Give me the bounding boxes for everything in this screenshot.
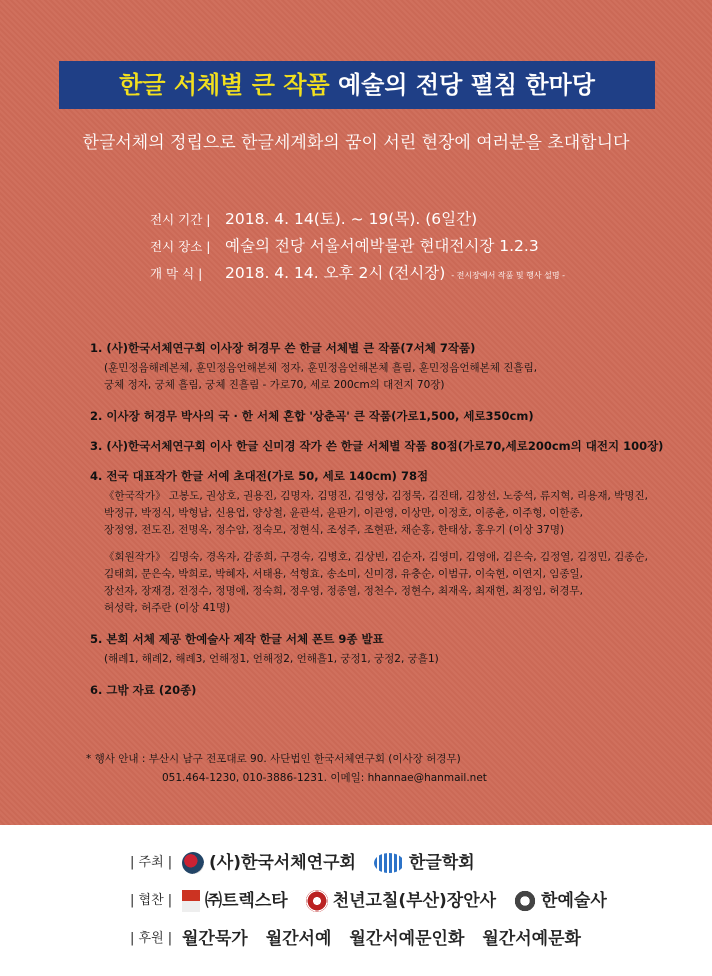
- program-item: [90, 340, 690, 394]
- contact-info: [86, 750, 487, 788]
- program-item-heading: 4. 전국 대표작가 한글 서예 초대전(가로 50, 세로 140cm) 78점: [90, 469, 429, 483]
- sponsor-row: [130, 923, 599, 955]
- sponsor-name: 월간서예문인화: [349, 929, 465, 949]
- program-item-line: (훈민정음해례본체, 훈민정음언해본체 정자, 훈민정음언해본체 흘림, 훈민정음언해본체 진흘림,: [104, 362, 538, 374]
- program-item-heading: 2. 이사장 허경무 박사의 국 · 한 서체 혼합 '상춘곡' 큰 작품(가로1,500, 세로350cm): [90, 409, 534, 423]
- title-banner: [59, 61, 655, 109]
- sponsor-entity: [374, 847, 475, 879]
- sponsor-name: 월간묵가: [182, 929, 248, 949]
- program-item-line: 《회원작가》 김명숙, 경옥자, 감종희, 구경숙, 김병호, 김상빈, 김순자, 김영미, 김영애, 김은숙, 김정열, 김정민, 김종순,: [104, 551, 648, 563]
- sponsor-logo-icon: [374, 853, 404, 873]
- program-item-heading: 6. 그밖 자료 (20종): [90, 683, 197, 697]
- sponsor-entity: [482, 923, 581, 955]
- program-item-line: (해례1, 해례2, 해례3, 언해정1, 언해정2, 언해흘1, 궁정1, 궁정2, 궁흘1): [104, 653, 439, 665]
- program-item-heading: 5. 본회 서체 제공 한예술사 제작 한글 서체 폰트 9종 발표: [90, 632, 384, 646]
- sponsor-name: 한예술사: [541, 891, 607, 911]
- program-item-line: 장정영, 전도진, 전명옥, 정수암, 정숙모, 정현식, 조성주, 조현판, 채순홍, 한태상, 홍우기 (이상 37명): [104, 524, 565, 536]
- program-list: [90, 340, 690, 712]
- info-note: - 전시장에서 작품 및 행사 설명 -: [451, 271, 566, 280]
- contact-phone-email: 051.464-1230, 010-3886-1231. 이메일: hhannae@hanmail.net: [162, 772, 487, 784]
- info-value: 2018. 4. 14(토). ~ 19(목). (6일간): [225, 210, 478, 228]
- info-value: 2018. 4. 14. 오후 2시 (전시장): [225, 264, 446, 282]
- sponsor-row: [130, 847, 493, 879]
- contact-address: * 행사 안내 : 부산시 남구 전포대로 90. 사단법인 한국서체연구회 (이사장 허경무): [86, 753, 461, 765]
- title-main: 예술의 전당 펼침 한마당: [338, 71, 595, 99]
- program-item: [90, 631, 690, 668]
- program-item-line: 《한국작가》 고봉도, 권상호, 권용진, 김명자, 김명진, 김영상, 김정묵, 김진태, 김창선, 노중석, 류지혁, 리용재, 박명진,: [104, 490, 648, 502]
- program-item-line: 박정규, 박정식, 박형남, 신용업, 양상철, 윤관석, 윤판기, 이관영, 이상만, 이정호, 이종춘, 이주형, 이한종,: [104, 507, 584, 519]
- sponsor-logo-icon: [514, 890, 536, 912]
- event-info: [150, 206, 565, 287]
- info-value: 예술의 전당 서울서예박물관 현대전시장 1.2.3: [225, 237, 539, 255]
- sponsor-entity: [182, 923, 248, 955]
- info-row: [150, 260, 565, 287]
- sponsor-footer: [0, 825, 712, 976]
- sponsor-entity: [266, 923, 332, 955]
- sponsor-name: (사)한국서체연구회: [209, 853, 356, 873]
- spacer: [90, 539, 690, 549]
- info-row: [150, 206, 565, 233]
- sponsor-name: 천년고칠(부산)장안사: [332, 891, 497, 911]
- program-item: [90, 408, 690, 424]
- sponsor-name: 한글학회: [408, 853, 475, 873]
- title-highlight: 한글 서체별 큰 작품: [119, 71, 330, 99]
- program-item-line: 궁체 정자, 궁체 흘림, 궁체 진흘림 - 가로70, 세로 200cm의 대전지 70장): [104, 379, 445, 391]
- program-item: [90, 682, 690, 698]
- sponsor-entity: [514, 885, 607, 917]
- program-item-heading: 3. (사)한국서체연구회 이사 한글 신미경 작가 쓴 한글 서체별 작품 80점(가로70,세로200cm의 대전지 100장): [90, 439, 664, 453]
- program-item-line: 허성락, 허주란 (이상 41명): [104, 602, 231, 614]
- subtitle: 한글서체의 정립으로 한글세계화의 꿈이 서린 현장에 여러분을 초대합니다: [82, 133, 630, 153]
- sponsor-role-label: | 협찬 |: [130, 893, 173, 908]
- sponsor-role-label: | 주최 |: [130, 855, 173, 870]
- program-item: [90, 468, 690, 617]
- program-item-heading: 1. (사)한국서체연구회 이사장 허경무 쓴 한글 서체별 큰 작품(7서체 7작품): [90, 341, 476, 355]
- info-label: 전시 기간 |: [150, 212, 211, 227]
- sponsor-name: 월간서예: [265, 929, 332, 949]
- program-item-line: 장선자, 장재경, 전정수, 정명애, 정숙희, 정우영, 정종열, 정천수, 정현수, 최재옥, 최재현, 최정임, 허경무,: [104, 585, 584, 597]
- sponsor-entity: [182, 885, 288, 917]
- program-item-line: 김태희, 문은숙, 박희로, 박혜자, 서태용, 석형효, 송소미, 신미경, 유충순, 이범규, 이숙현, 이연지, 임종일,: [104, 568, 584, 580]
- sponsor-logo-icon: [182, 890, 200, 912]
- sponsor-logo-icon: [182, 852, 204, 874]
- sponsor-role-label: | 후원 |: [130, 931, 173, 946]
- sponsor-name: ㈜트렉스타: [205, 891, 288, 911]
- sponsor-entity: [182, 847, 356, 879]
- info-label: 개 막 식 |: [150, 266, 203, 281]
- info-row: [150, 233, 565, 260]
- sponsor-entity: [306, 885, 496, 917]
- info-label: 전시 장소 |: [150, 239, 211, 254]
- sponsor-entity: [349, 923, 464, 955]
- sponsor-row: [130, 885, 625, 917]
- sponsor-name: 월간서예문화: [482, 929, 581, 949]
- program-item: [90, 438, 690, 454]
- sponsor-logo-icon: [306, 890, 328, 912]
